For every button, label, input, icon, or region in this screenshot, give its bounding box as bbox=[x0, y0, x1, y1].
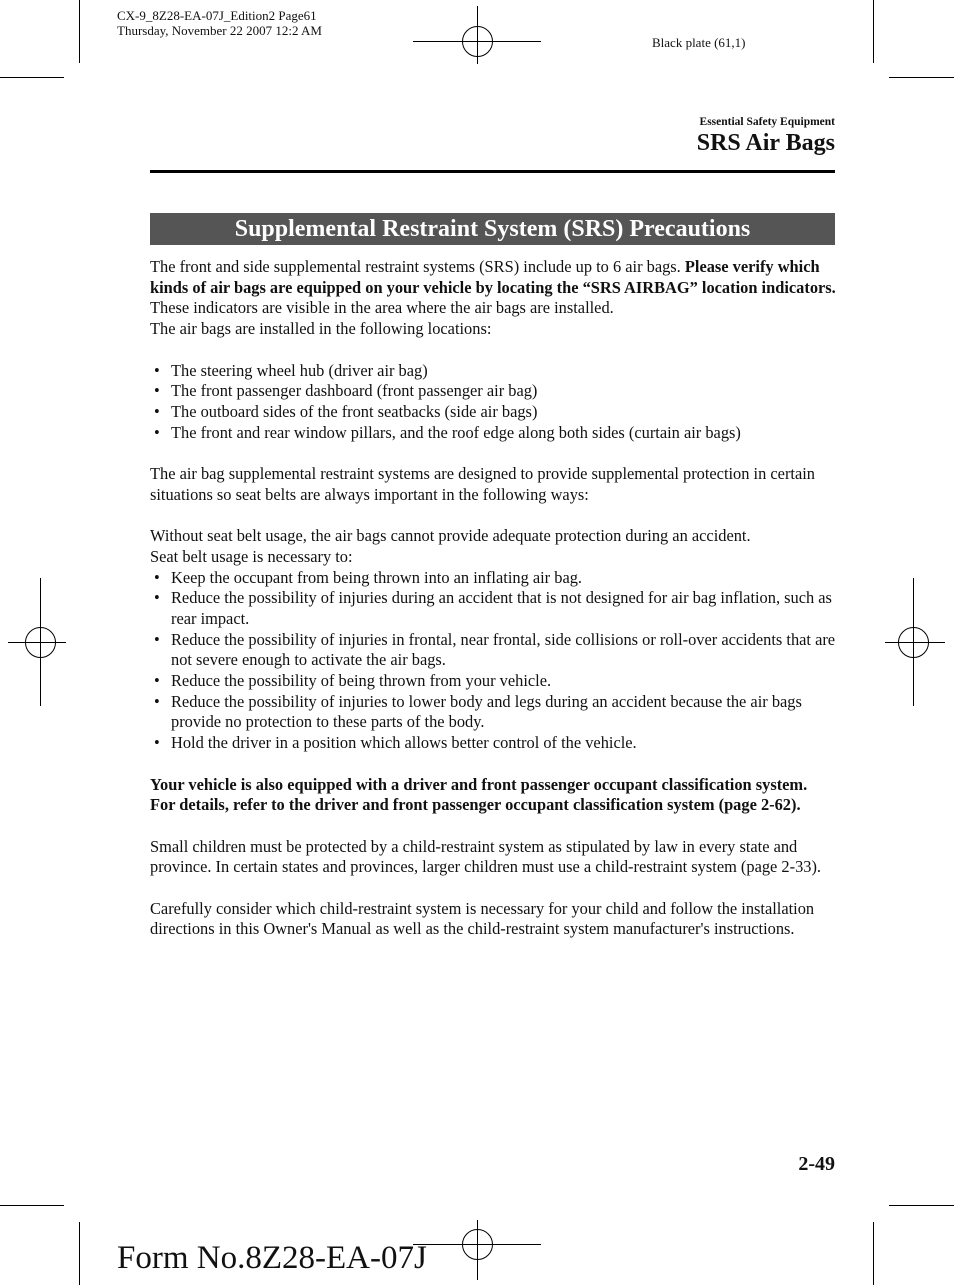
seatbelt-necessity: Seat belt usage is necessary to: bbox=[150, 546, 353, 566]
list-item: • The outboard sides of the front seatbacks (side air bags) bbox=[150, 402, 836, 423]
file-line: CX-9_8Z28-EA-07J_Edition2 Page61 bbox=[117, 8, 317, 23]
occupant-notice-text: Your vehicle is also equipped with a driver and front passenger occupant classification system. For details, refer to the driver and front passenger occupant classification system (page 2-62). bbox=[150, 774, 808, 815]
intro-paragraph bbox=[150, 257, 836, 319]
header-rule bbox=[150, 170, 835, 173]
date-line: Thursday, November 22 2007 12:2 AM bbox=[117, 23, 322, 38]
section-label: Essential Safety Equipment bbox=[699, 116, 835, 128]
plate-label: Black plate (61,1) bbox=[652, 35, 746, 50]
list-item: • Hold the driver in a position which allows better control of the vehicle. bbox=[150, 733, 836, 754]
page-number: 2-49 bbox=[798, 1153, 835, 1175]
intro-text-end: These indicators are visible in the area where the air bags are installed. bbox=[150, 298, 614, 318]
list-item: • The front passenger dashboard (front passenger air bag) bbox=[150, 381, 836, 402]
seatbelt-reasons-list bbox=[150, 568, 836, 754]
occupant-classification-notice bbox=[150, 775, 836, 816]
intro-emphasis: Please verify which kinds of air bags are equipped on your vehicle by locating the “SRS AIRBAG” location indicators. bbox=[150, 257, 836, 297]
section-title: SRS Air Bags bbox=[696, 130, 835, 156]
list-item: • Reduce the possibility of being thrown from your vehicle. bbox=[150, 671, 836, 692]
locations-list bbox=[150, 361, 836, 444]
list-item: • Keep the occupant from being thrown into an inflating air bag. bbox=[150, 568, 836, 589]
page-heading: Supplemental Restraint System (SRS) Precautions bbox=[150, 213, 835, 245]
print-metadata bbox=[117, 8, 322, 38]
child-restraint-paragraph: Carefully consider which child-restraint system is necessary for your child and follow the installation directions in this Owner's Manual as well as the child-restraint system manufacturer's instructions. bbox=[150, 898, 815, 939]
list-item: • Reduce the possibility of injuries in frontal, near frontal, side collisions or roll-over accidents that are not severe enough to activate the air bags. bbox=[150, 630, 836, 671]
locations-intro: The air bags are installed in the following locations: bbox=[150, 319, 492, 339]
children-paragraph: Small children must be protected by a child-restraint system as stipulated by law in every state and province. In certain states and provinces, larger children must use a child-restraint system (page 2-33). bbox=[150, 836, 822, 877]
intro-text: The front and side supplemental restraint systems (SRS) include up to 6 air bags. bbox=[150, 257, 685, 276]
list-item: • The steering wheel hub (driver air bag) bbox=[150, 361, 836, 382]
list-item: • The front and rear window pillars, and the roof edge along both sides (curtain air bags) bbox=[150, 423, 836, 444]
supplemental-paragraph: The air bag supplemental restraint systems are designed to provide supplemental protection in certain situations so seat belts are always important in the following ways: bbox=[150, 464, 815, 504]
list-item: • Reduce the possibility of injuries to lower body and legs during an accident because the air bags provide no protection to these parts of the body. bbox=[150, 692, 836, 733]
seatbelt-intro: Without seat belt usage, the air bags cannot provide adequate protection during an accident. bbox=[150, 526, 751, 546]
form-number: Form No.8Z28-EA-07J bbox=[117, 1240, 427, 1276]
main-content bbox=[150, 257, 836, 940]
list-item: • Reduce the possibility of injuries during an accident that is not designed for air bag inflation, such as rear impact. bbox=[150, 588, 836, 629]
